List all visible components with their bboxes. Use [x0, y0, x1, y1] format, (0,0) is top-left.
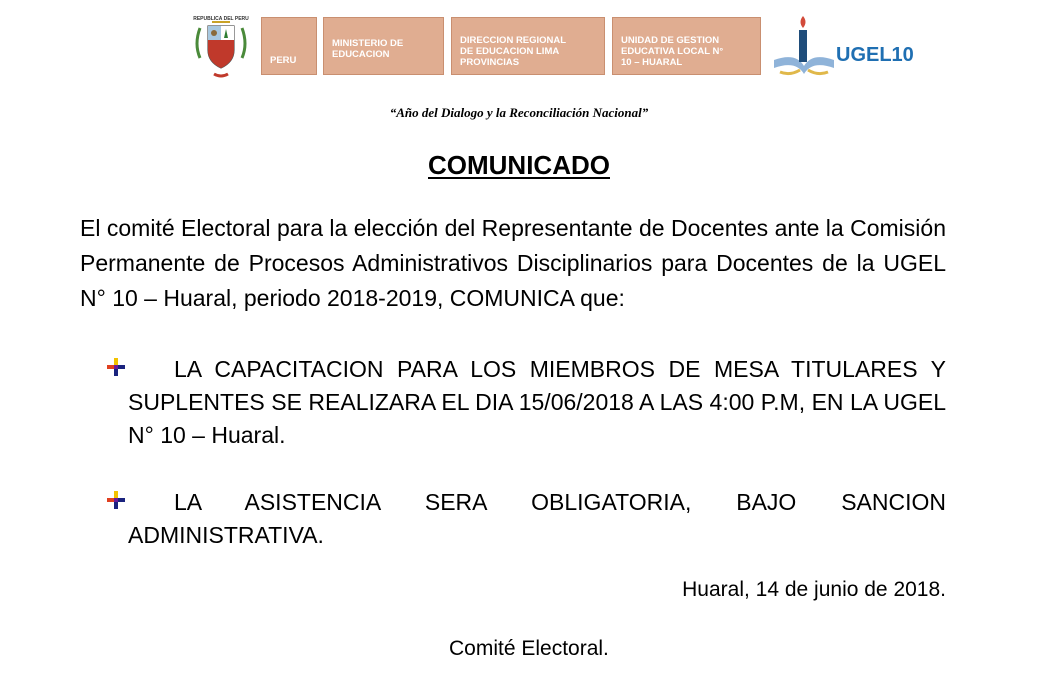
cross-bullet-icon [106, 357, 126, 377]
ugel-logo-text: UGEL10 [836, 44, 914, 66]
header-box-ministerio: MINISTERIO DE EDUCACION [323, 17, 444, 75]
date-line: Huaral, 14 de junio de 2018. [682, 578, 946, 601]
cross-bullet-icon [106, 490, 126, 510]
shield-caption: REPUBLICA DEL PERU [193, 16, 249, 22]
bullet-item-capacitacion: LA CAPACITACION PARA LOS MIEMBROS DE MESA TITULARES Y SUPLENTES SE REALIZARA EL DIA 15/06/2018 A LAS 4:00 P.M, EN LA UGEL N° 10 – Huaral. [128, 356, 946, 448]
signature: Comité Electoral. [449, 637, 609, 660]
peru-coat-of-arms-icon [190, 14, 252, 80]
header-box-direccion-regional: DIRECCION REGIONAL DE EDUCACION LIMA PROVINCIAS [451, 17, 605, 75]
header-box-unidad-gestion: UNIDAD DE GESTION EDUCATIVA LOCAL N° 10 – HUARAL [612, 17, 761, 75]
ugel-logo [766, 12, 914, 78]
bullet-item-asistencia: LA ASISTENCIA SERA OBLIGATORIA, BAJO SANCION ADMINISTRATIVA. [128, 489, 946, 548]
year-motto: “Año del Dialogo y la Reconciliación Nacional” [389, 105, 649, 120]
document-title: COMUNICADO [428, 150, 610, 180]
intro-paragraph: El comité Electoral para la elección del Representante de Docentes ante la Comisión Permanente de Procesos Administrativos Disciplinarios para Docentes de la UGEL N° 10 – Huaral, periodo 2018-2019, COMUNICA que: [80, 215, 946, 311]
header-box-peru: PERU [261, 17, 317, 75]
